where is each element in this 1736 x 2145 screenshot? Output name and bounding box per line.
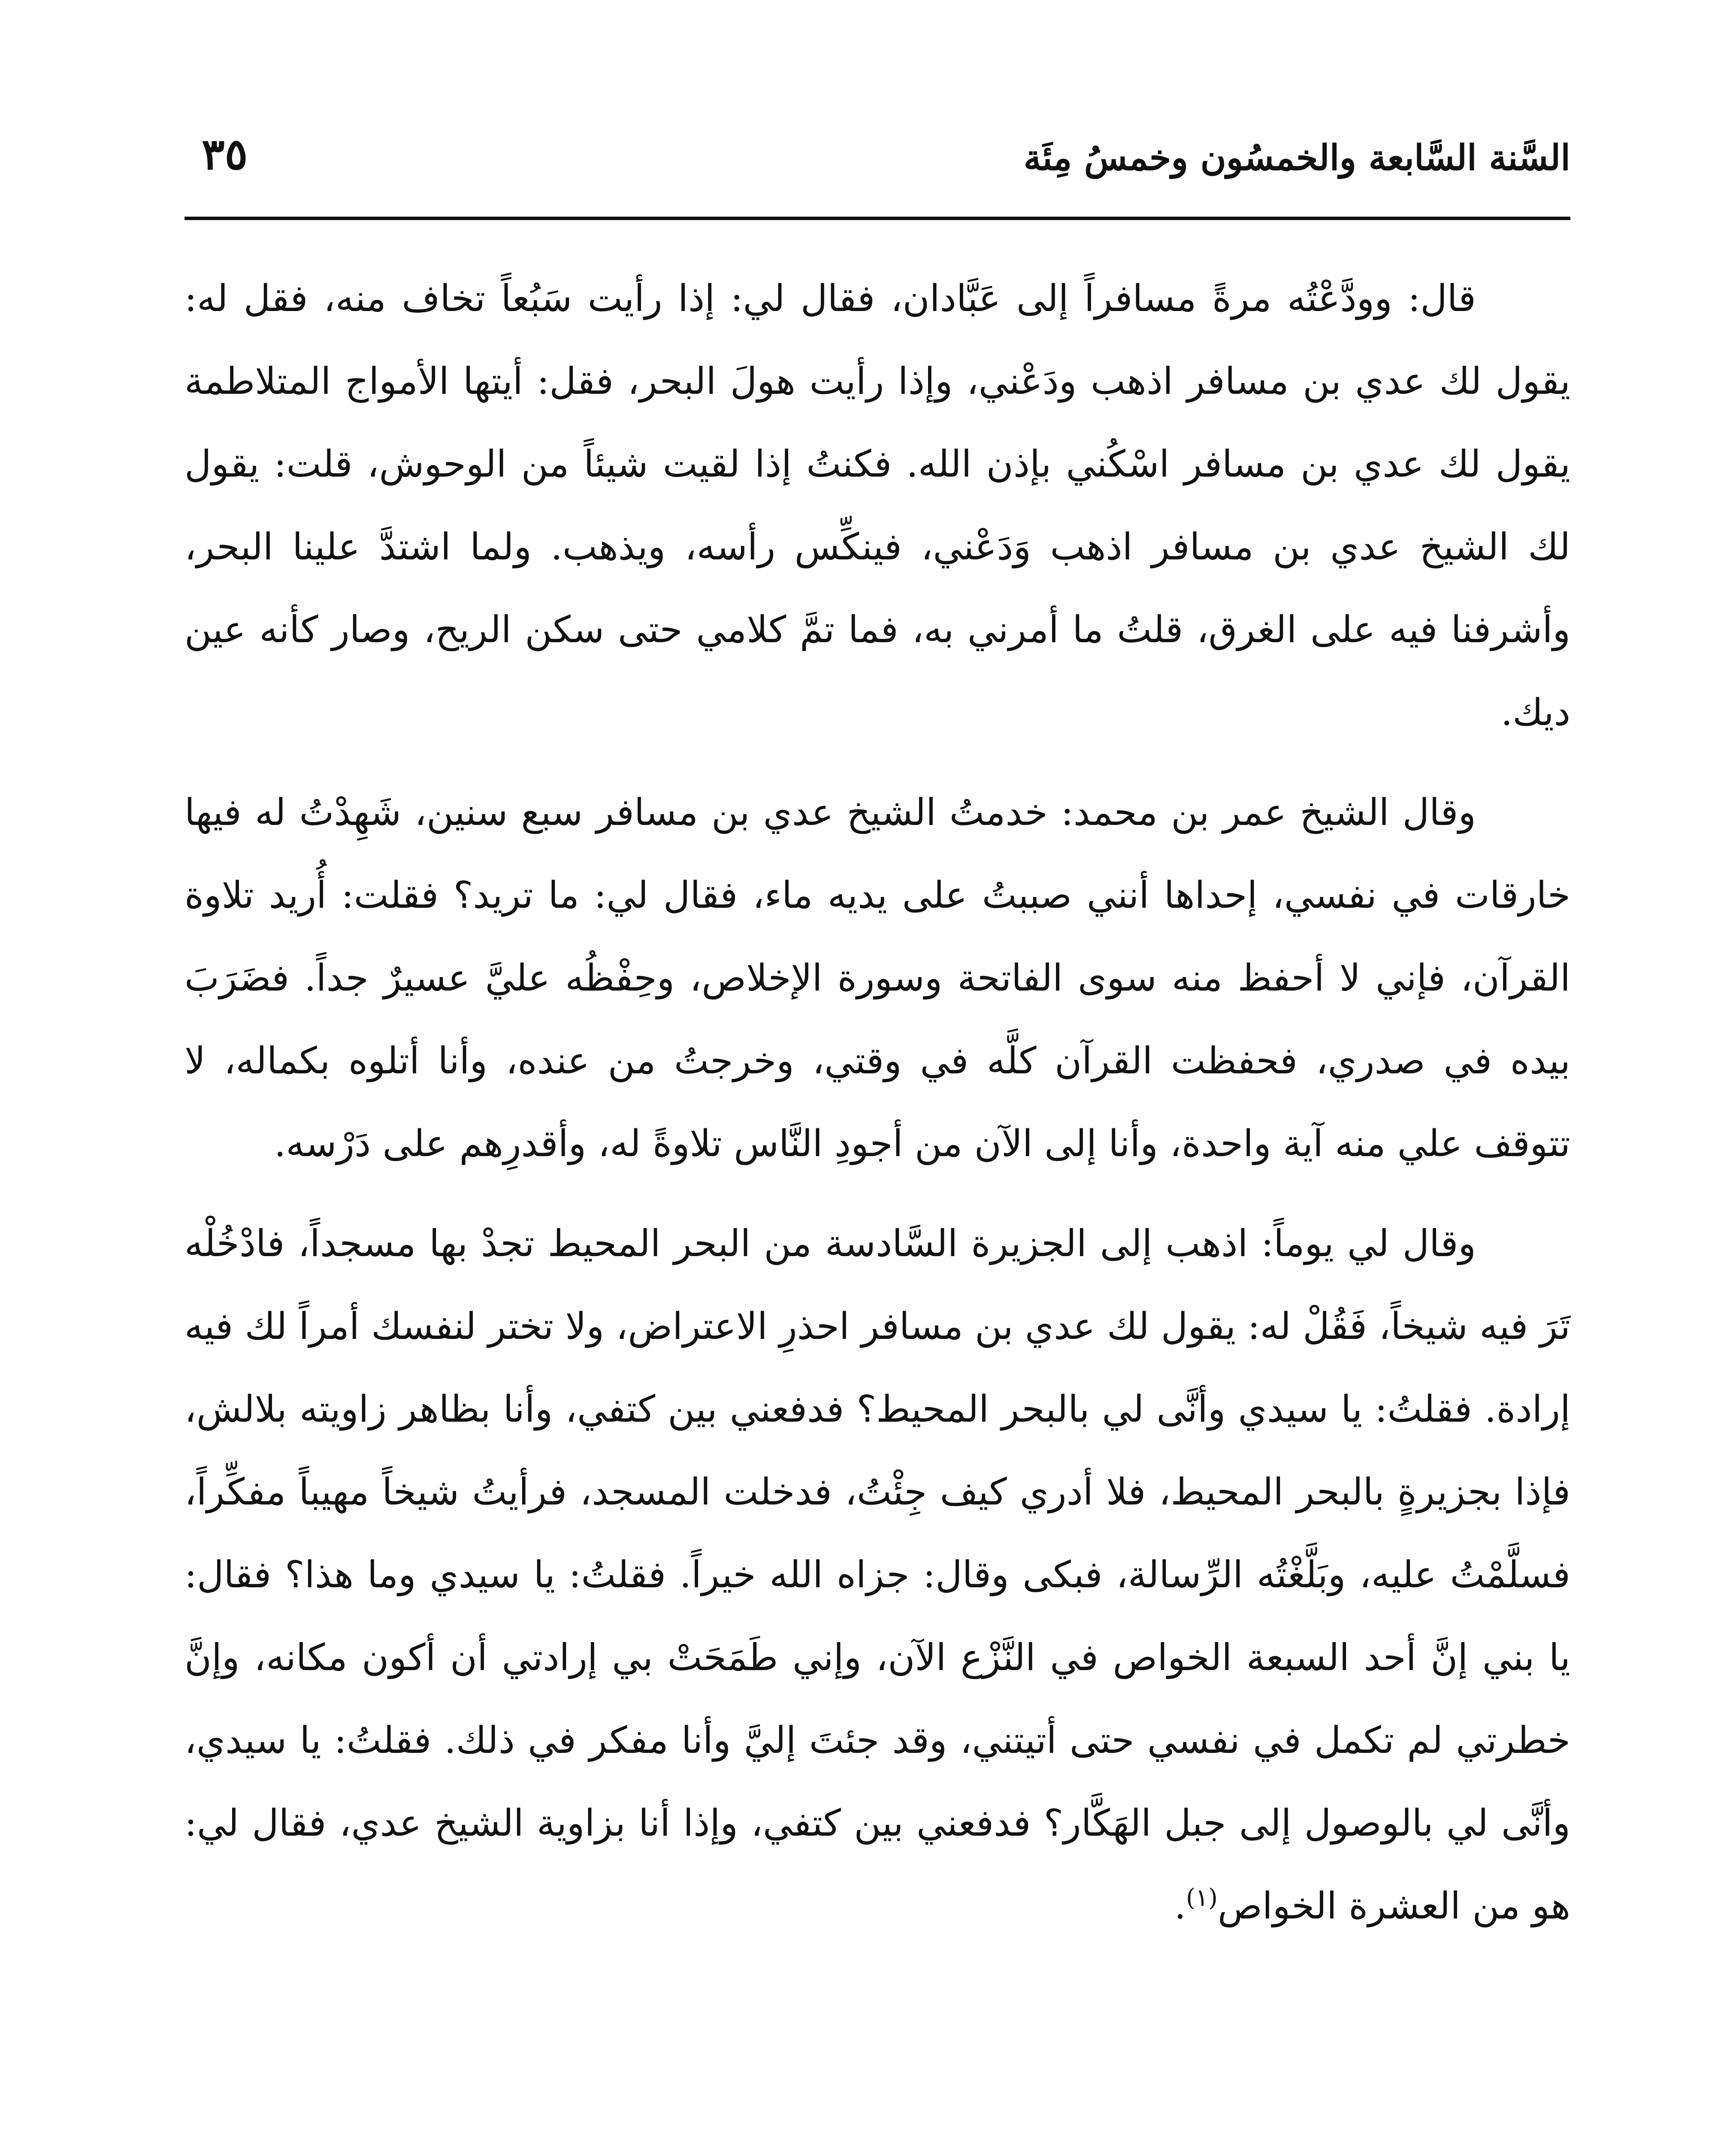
page-number: ٣٥ xyxy=(202,129,248,179)
header-rule xyxy=(184,217,1570,220)
footnote-reference: (١) xyxy=(1186,1884,1218,1912)
paragraph-3 xyxy=(184,1202,1570,1948)
page-header xyxy=(184,129,1570,202)
paragraph-3-text: وقال لي يوماً: اذهب إلى الجزيرة السَّادسة من البحر المحيط تجدْ بها مسجداً، فادْخُلْه تَرَ فيه شيخاً، فَقُلْ له: يقول لك عدي بن مسافر احذرِ الاعتراض، ولا تختر لنفسك أمراً لك فيه إرادة. فقلتُ: يا سيدي وأنَّى لي بالبحر المحيط؟ فدفعني بين كتفي، وأنا بظاهر زاويته بلالش، فإذا بجزيرةٍ بالبحر المحيط، فلا أدري كيف جِئْتُ، فدخلت المسجد، فرأيتُ شيخاً مهيباً مفكِّراً، فسلَّمْتُ عليه، وبَلَّغْتُه الرِّسالة، فبكى وقال: جزاه الله خيراً. فقلتُ: يا سيدي وما هذا؟ فقال: يا بني إنَّ أحد السبعة الخواص في النَّزْع الآن، وإني طَمَحَتْ بي إرادتي أن أكون مكانه، وإنَّ خطرتي لم تكمل في نفسي حتى أتيتني، وقد جئتَ إليَّ وأنا مفكر في ذلك. فقلتُ: يا سيدي، وأنَّى لي بالوصول إلى جبل الهَكَّار؟ فدفعني بين كتفي، وإذا أنا بزاوية الشيخ عدي، فقال لي: هو من العشرة الخواص xyxy=(184,1222,1570,1927)
paragraph-1: قال: وودَّعْتُه مرةً مسافراً إلى عَبَّادان، فقال لي: إذا رأيت سَبُعاً تخاف منه، فقل له: يقول لك عدي بن مسافر اذهب ودَعْني، وإذا رأيت هولَ البحر، فقل: أيتها الأمواج المتلاطمة يقول لك عدي بن مسافر اسْكُني بإذن الله. فكنتُ إذا لقيت شيئاً من الوحوش، قلت: يقول لك الشيخ عدي بن مسافر اذهب وَدَعْني، فينكِّس رأسه، ويذهب. ولما اشتدَّ علينا البحر، وأشرفنا فيه على الغرق، قلتُ ما أمرني به، فما تمَّ كلامي حتى سكن الريح، وصار كأنه عين ديك. xyxy=(184,277,1570,734)
body-text xyxy=(184,257,1570,1965)
running-title: السَّنة السَّابعة والخمسُون وخمسُ مِئَة xyxy=(1023,137,1570,178)
paragraph-2: وقال الشيخ عمر بن محمد: خدمتُ الشيخ عدي بن مسافر سبع سنين، شَهِدْتُ له فيها خارقات في نفسي، إحداها أنني صببتُ على يديه ماء، فقال لي: ما تريد؟ فقلت: أُريد تلاوة القرآن، فإني لا أحفظ منه سوى الفاتحة وسورة الإخلاص، وحِفْظُه عليَّ عسيرٌ جداً. فضَرَبَ بيده في صدري، فحفظت القرآن كلَّه في وقتي، وخرجتُ من عنده، وأنا أتلوه بكماله، لا تتوقف علي منه آية واحدة، وأنا إلى الآن من أجودِ النَّاس تلاوةً له، وأقدرِهم على دَرْسه. xyxy=(184,791,1570,1165)
paragraph-3-end: . xyxy=(1174,1885,1186,1927)
